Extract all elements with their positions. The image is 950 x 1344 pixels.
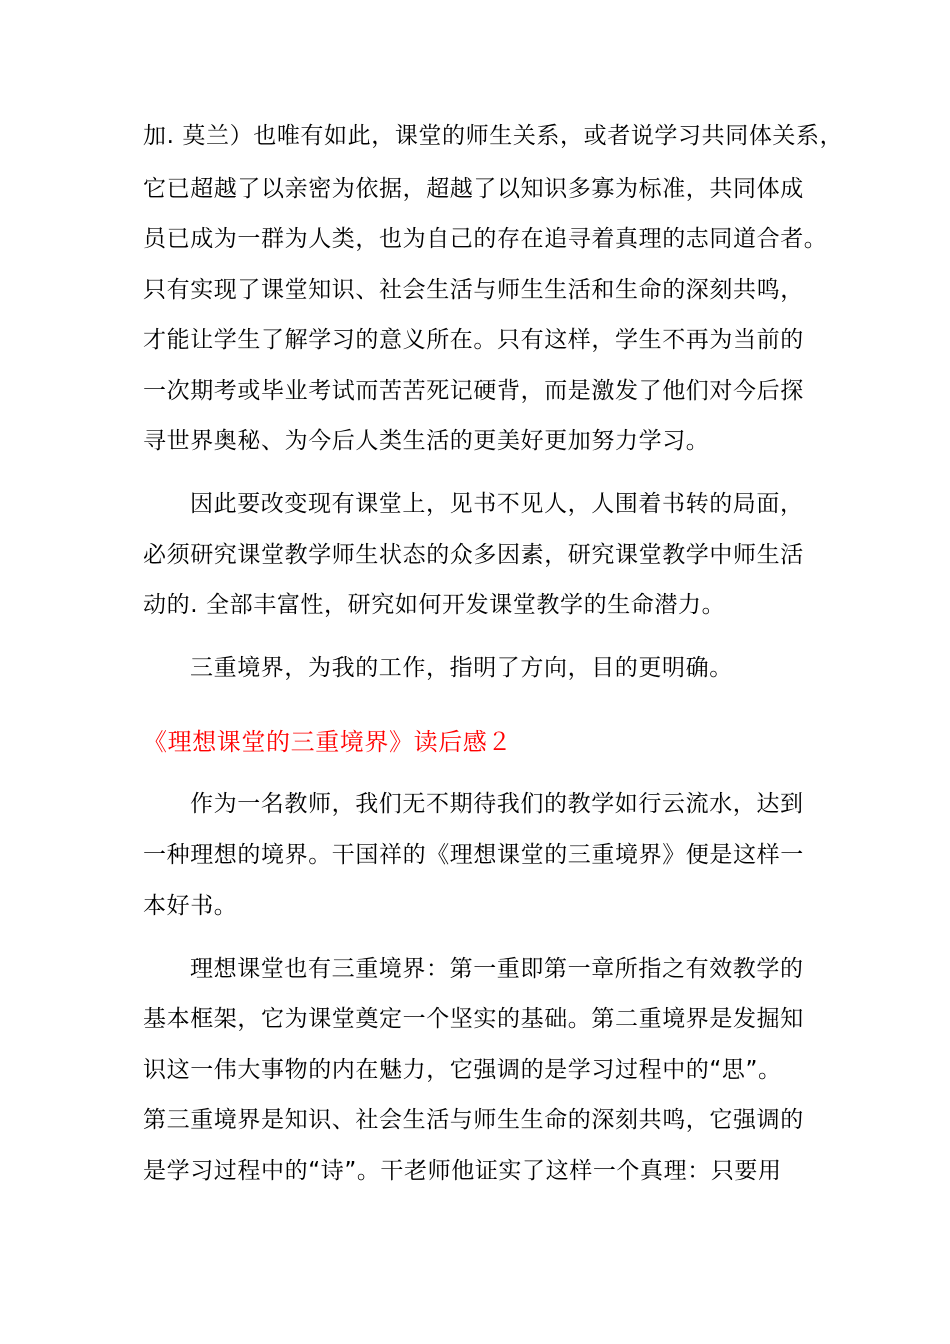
paragraph-4-line-1: 作为一名教师，我们无不期待我们的教学如行云流水，达到 [190, 791, 804, 817]
paragraph-5-line-3: 识这一伟大事物的内在魅力，它强调的是学习过程中的“思”。 [143, 1057, 782, 1083]
paragraph-1-line-2: 它已超越了以亲密为依据，超越了以知识多寡为标准，共同体成 [143, 176, 804, 202]
paragraph-1-line-5: 才能让学生了解学习的意义所在。只有这样，学生不再为当前的 [143, 327, 804, 353]
paragraph-5-line-5: 是学习过程中的“诗”。干老师他证实了这样一个真理：只要用 [143, 1158, 782, 1184]
paragraph-5-line-1: 理想课堂也有三重境界：第一重即第一章所指之有效教学的 [190, 956, 804, 982]
paragraph-3-line-1: 三重境界，为我的工作，指明了方向，目的更明确。 [190, 655, 733, 681]
paragraph-2-line-3: 动的. 全部丰富性，研究如何开发课堂教学的生命潜力。 [143, 592, 726, 618]
paragraph-1-line-1: 加. 莫兰）也唯有如此，课堂的师生关系，或者说学习共同体关系， [143, 123, 844, 149]
section-heading: 《理想课堂的三重境界》读后感２ [143, 728, 512, 756]
paragraph-2-line-2: 必须研究课堂教学师生状态的众多因素，研究课堂教学中师生活 [143, 542, 804, 568]
paragraph-4-line-3: 本好书。 [143, 893, 238, 919]
paragraph-2-line-1: 因此要改变现有课堂上，见书不见人，人围着书转的局面， [190, 491, 804, 517]
paragraph-4-line-2: 一种理想的境界。干国祥的《理想课堂的三重境界》便是这样一 [143, 842, 804, 868]
paragraph-1-line-3: 员已成为一群为人类，也为自己的存在追寻着真理的志同道合者。 [143, 226, 828, 252]
paragraph-1-line-4: 只有实现了课堂知识、社会生活与师生生活和生命的深刻共鸣， [143, 277, 804, 303]
paragraph-5-line-2: 基本框架，它为课堂奠定一个坚实的基础。第二重境界是发掘知 [143, 1006, 804, 1032]
paragraph-1-line-7: 寻世界奥秘、为今后人类生活的更美好更加努力学习。 [143, 428, 710, 454]
paragraph-1-line-6: 一次期考或毕业考试而苦苦死记硬背，而是激发了他们对今后探 [143, 378, 804, 404]
paragraph-5-line-4: 第三重境界是知识、社会生活与师生生命的深刻共鸣，它强调的 [143, 1107, 804, 1133]
